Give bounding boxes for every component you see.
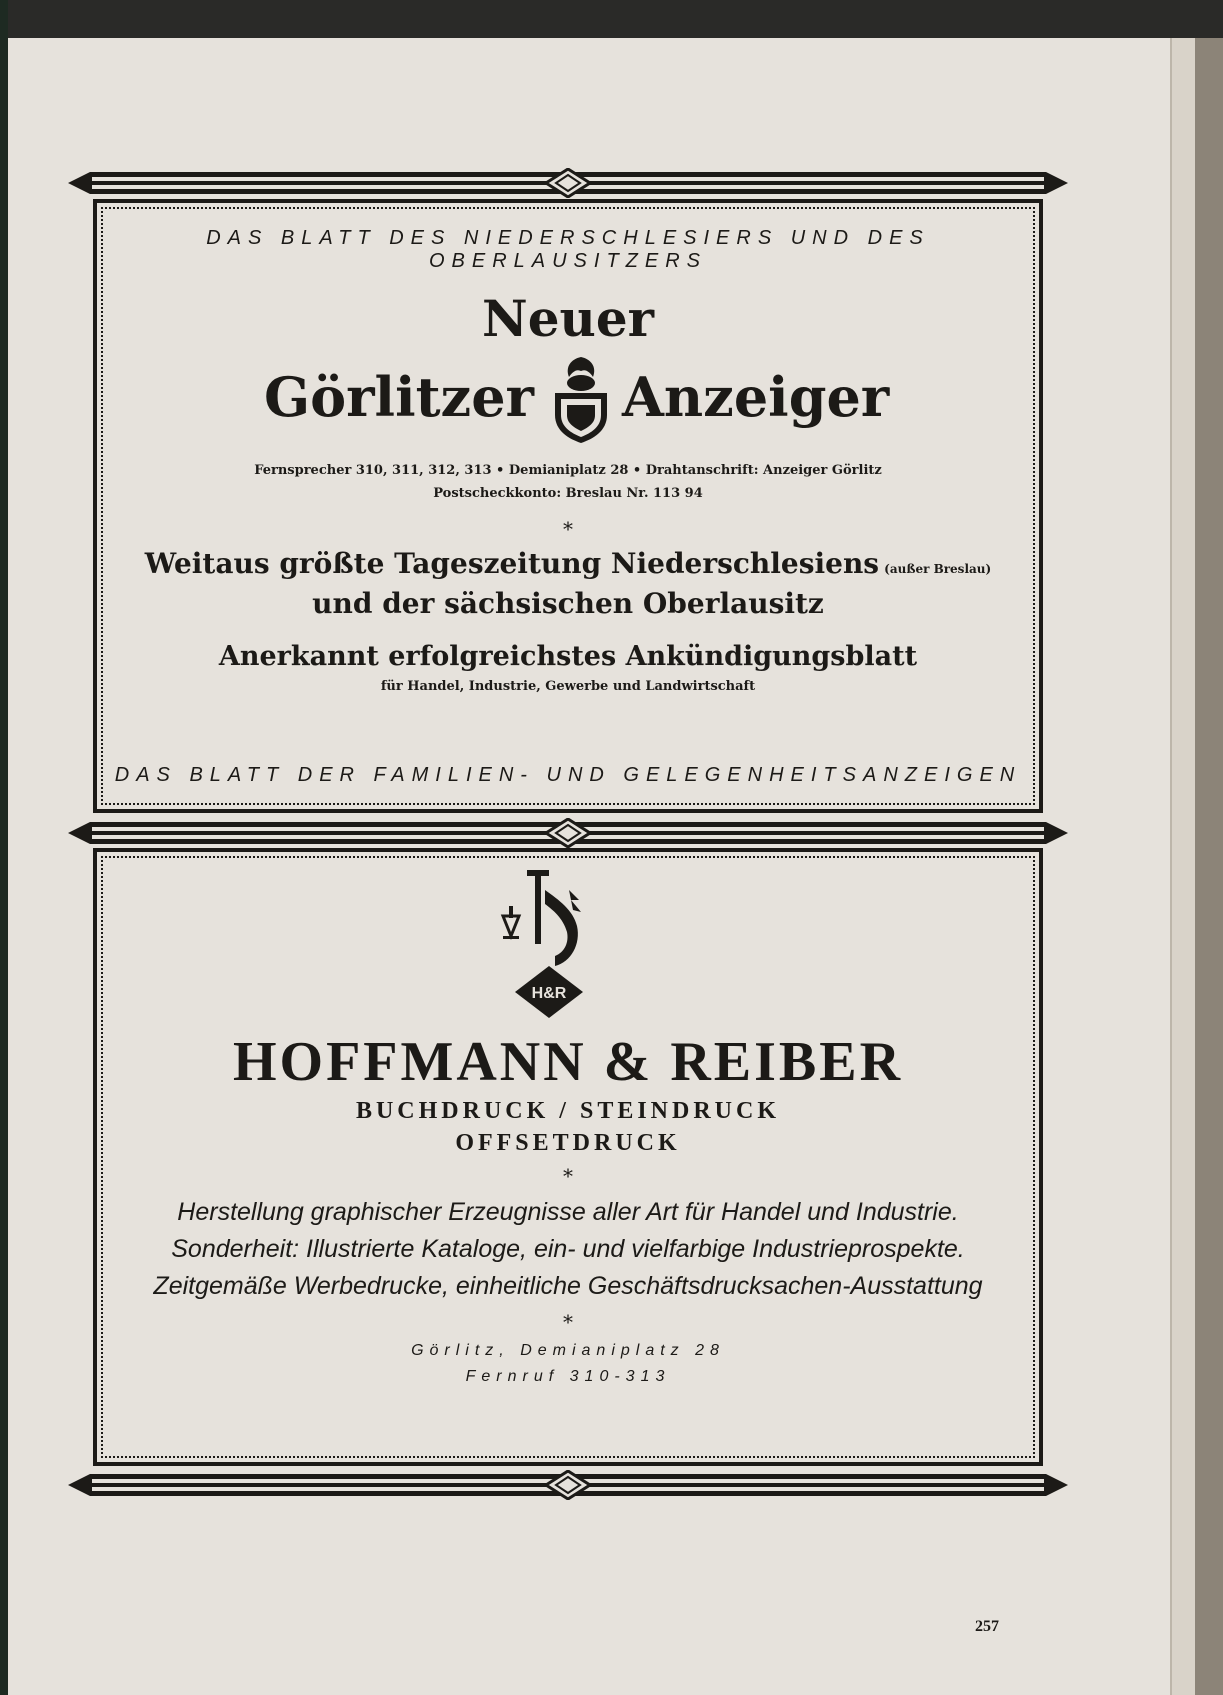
- page-number: 257: [975, 1618, 999, 1635]
- claim-note: (außer Breslau): [884, 562, 992, 576]
- body-line-3: Zeitgemäße Werbedrucke, einheitliche Geschäftsdrucksachen-Ausstattung: [153, 1272, 983, 1300]
- claim-main: Weitaus größte Tageszeitung Niederschlesiens: [144, 547, 880, 580]
- logo-text: H&R: [531, 985, 567, 1002]
- contact-line-1: Fernsprecher 310, 311, 312, 313 • Demianiplatz 28 • Drahtanschrift: Anzeiger Görlitz: [254, 463, 882, 478]
- title-neuer: Neuer: [481, 289, 655, 348]
- tagline-top: DAS BLATT DES NIEDERSCHLESIERS UND DES OBERLAUSITZERS: [206, 227, 930, 272]
- advertisement-hoffmann-reiber: [93, 848, 1043, 1466]
- title-anzeiger: Anzeiger: [622, 365, 890, 429]
- star-divider: *: [563, 1164, 573, 1188]
- body-line-2: Sonderheit: Illustrierte Kataloge, ein- und vielfarbige Industrieprospekte.: [171, 1235, 965, 1263]
- hr-logo-icon: [499, 870, 599, 1020]
- claim-line-2: und der sächsischen Oberlausitz: [312, 587, 824, 620]
- company-title: HOFFMANN & REIBER: [232, 1031, 904, 1093]
- claim-line-1: [97, 547, 1039, 580]
- subtitle-1: BUCHDRUCK / STEINDRUCK: [355, 1098, 781, 1124]
- title-goerlitzer: Görlitzer: [263, 365, 534, 429]
- ornament-band-middle: [68, 818, 1068, 848]
- page-edge-dark: [1195, 38, 1223, 1695]
- star-divider-2: *: [563, 1310, 573, 1334]
- contact-line-2: Postscheckkonto: Breslau Nr. 113 94: [433, 486, 703, 501]
- subtitle-2: OFFSETDRUCK: [455, 1130, 681, 1156]
- ornament-band-bottom: [68, 1470, 1068, 1500]
- claim-line-4: für Handel, Industrie, Gewerbe und Landwirtschaft: [380, 679, 756, 694]
- ornament-band-top: [68, 168, 1068, 198]
- book-spine: [0, 0, 8, 1695]
- body-line-1: Herstellung graphischer Erzeugnisse aller Art für Handel und Industrie.: [177, 1198, 959, 1226]
- claim-line-3: Anerkannt erfolgreichstes Ankündigungsblatt: [218, 641, 918, 672]
- address: Görlitz, Demianiplatz 28: [411, 1342, 725, 1359]
- title-row: [97, 353, 1039, 443]
- tagline-bottom: DAS BLATT DER FAMILIEN- UND GELEGENHEITSANZEIGEN: [114, 764, 1022, 786]
- star-divider: *: [563, 517, 573, 541]
- coat-of-arms-icon: [545, 353, 617, 445]
- advertisement-goerlitzer-anzeiger: [93, 199, 1043, 813]
- phone: Fernruf 310-313: [465, 1368, 671, 1385]
